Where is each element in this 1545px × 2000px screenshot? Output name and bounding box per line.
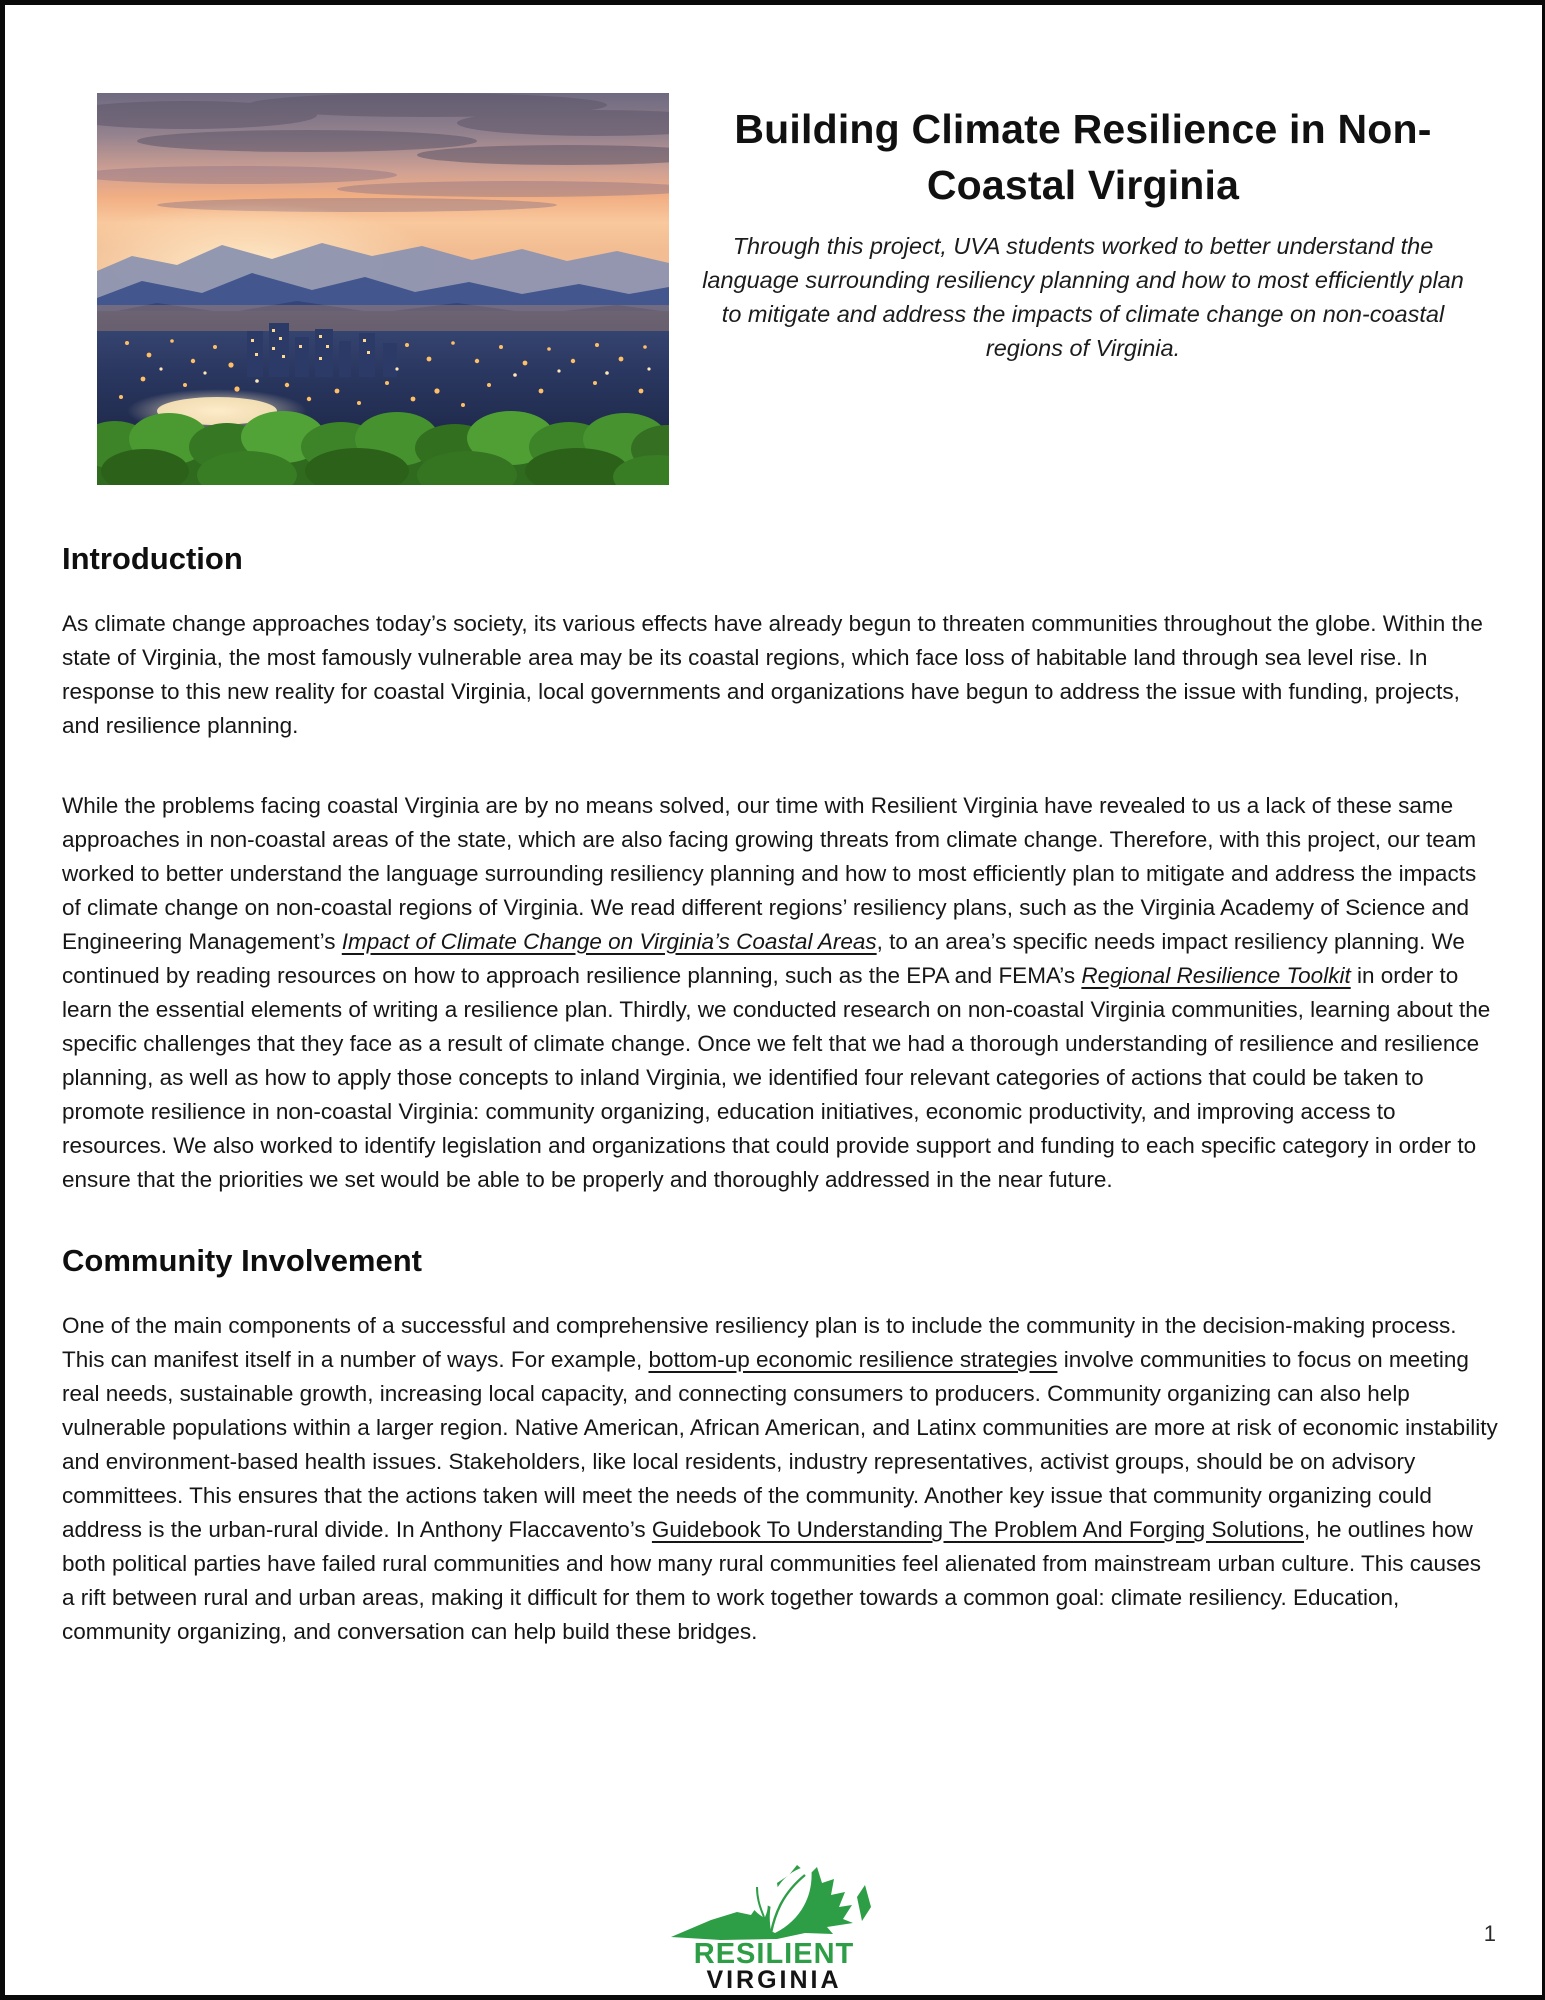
text-link[interactable]: bottom-up economic resilience strategies bbox=[648, 1347, 1058, 1372]
hero-photo bbox=[97, 93, 669, 485]
logo-text-resilient: RESILIENT bbox=[693, 1938, 854, 1970]
paragraph bbox=[62, 607, 1498, 743]
text-link[interactable]: Impact of Climate Change on Virginia’s Coastal Areas bbox=[341, 929, 877, 954]
page-subtitle: Through this project, UVA students worked to better understand the language surrounding resiliency planning and how to most efficiently plan to mitigate and address the impacts of climate change on non-coastal regions of Virginia. bbox=[702, 233, 1464, 361]
text-run: , to an area’s specific needs impact resiliency planning. We continued by reading resources on how to approach resilience planning, such as the EPA and FEMA’s bbox=[62, 929, 1465, 988]
page-title: Building Climate Resilience in Non-Coastal Virginia bbox=[734, 106, 1432, 208]
logo-text-virginia: VIRGINIA bbox=[705, 1966, 842, 1993]
title-block bbox=[673, 101, 1493, 365]
section-heading-community-involvement: Community Involvement bbox=[62, 1243, 422, 1278]
resilient-virginia-logo bbox=[659, 1855, 889, 1993]
document-body bbox=[62, 541, 1498, 1649]
text-run: , he outlines how both political parties have failed rural communities and how many rural communities feel alienated from mainstream urban culture. This causes a rift between rural and urban areas, making it difficult for them to work together towards a common goal: climate resiliency. Education, community organizing, and conversation can help build these bridges. bbox=[62, 1517, 1482, 1644]
text-run: One of the main components of a successful and comprehensive resiliency plan is to include the community in the decision-making process. This can manifest itself in a number of ways. For example, bbox=[62, 1313, 1457, 1372]
text-run: While the problems facing coastal Virginia are by no means solved, our time with Resilient Virginia have revealed to us a lack of these same approaches in non-coastal areas of the state, which are also facing growing threats from climate change. Therefore, with this project, our team worked to better understand the language surrounding resiliency planning and how to most efficiently plan to mitigate and address the impacts of climate change on non-coastal regions of Virginia. We read different regions’ resiliency plans, such as the Virginia Academy of Science and Engineering Management’s bbox=[62, 793, 1477, 954]
text-run: As climate change approaches today’s society, its various effects have already begun to threaten communities throughout the globe. Within the state of Virginia, the most famously vulnerable area may be its coastal regions, which face loss of habitable land through sea level rise. In response to this new reality for coastal Virginia, local governments and organizations have begun to address the issue with funding, projects, and resilience planning. bbox=[62, 611, 1483, 738]
section-heading-introduction: Introduction bbox=[62, 541, 243, 576]
text-link[interactable]: Guidebook To Understanding The Problem And Forging Solutions bbox=[651, 1517, 1305, 1542]
paragraph bbox=[62, 789, 1498, 1197]
page-number: 1 bbox=[1483, 1921, 1496, 1946]
text-run: involve communities to focus on meeting real needs, sustainable growth, increasing local capacity, and connecting consumers to producers. Community organizing can also help vulnerable populations within a larger region. Native American, African American, and Latinx communities are more at risk of economic instability and environment-based health issues. Stakeholders, like local residents, industry representatives, activist groups, should be on advisory committees. This ensures that the actions taken will meet the needs of the community. Another key issue that community organizing could address is the urban-rural divide. In Anthony Flaccavento’s bbox=[62, 1347, 1498, 1542]
paragraph bbox=[62, 1309, 1498, 1649]
city-dusk-photo-illustration bbox=[97, 93, 669, 485]
text-run: in order to learn the essential elements of writing a resilience plan. Thirdly, we conducted research on non-coastal Virginia communities, learning about the specific challenges that they face as a result of climate change. Once we felt that we had a thorough understanding of resilience and resilience planning, as well as how to apply those concepts to inland Virginia, we identified four relevant categories of actions that could be taken to promote resilience in non-coastal Virginia: community organizing, education initiatives, economic productivity, and improving access to resources. We also worked to identify legislation and organizations that could provide support and funding to each specific category in order to ensure that the priorities we set would be able to be properly and thoroughly addressed in the near future. bbox=[62, 963, 1491, 1192]
text-link[interactable]: Regional Resilience Toolkit bbox=[1081, 963, 1351, 988]
virginia-state-leaf-icon bbox=[659, 1855, 889, 1993]
